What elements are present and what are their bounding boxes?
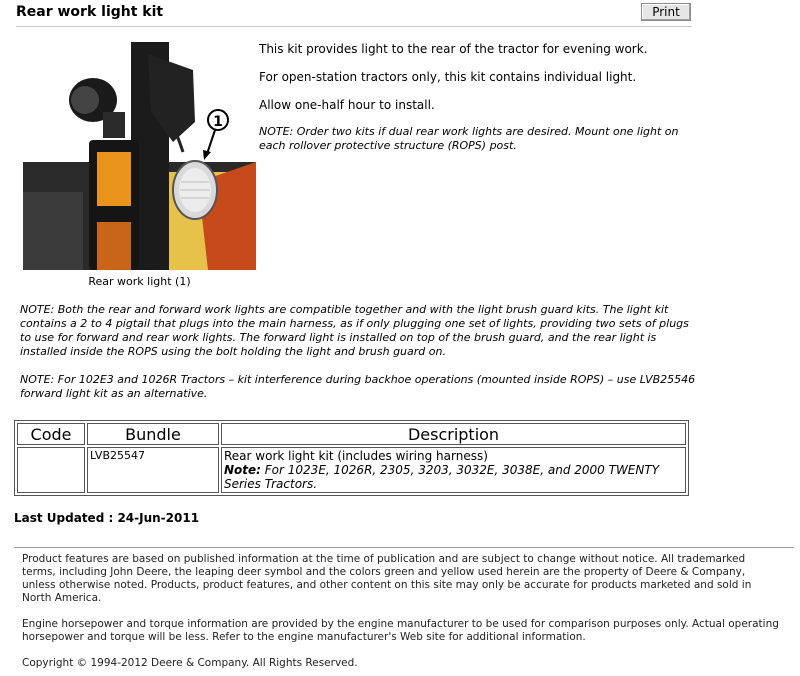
cell-bundle: LVB25547 [87, 447, 219, 493]
footer-divider [14, 547, 794, 548]
print-button[interactable]: Print [641, 3, 691, 21]
disclaimer-paragraph: Product features are based on published information at the time of publication and are subject to change without notice. All trademarked terms, including John Deere, the leaping deer symbol and the colors green and yellow used herein are the property of Deere & Company, unless otherwise noted. Products, product features, and other content on this site may only be accurate for products marketed and sold in North America. [22, 553, 752, 604]
header-divider [16, 26, 692, 27]
callout-number: 1 [213, 114, 223, 130]
intro-paragraph-1: This kit provides light to the rear of the tractor for evening work. [259, 42, 648, 56]
intro-paragraph-2: For open-station tractors only, this kit contains individual light. [259, 70, 637, 84]
description-text: Rear work light kit (includes wiring harness) [224, 449, 488, 463]
copyright-text: Copyright © 1994-2012 Deere & Company. All Rights Reserved. [22, 657, 358, 669]
bundle-table [14, 420, 689, 496]
table-header-row [17, 423, 686, 445]
cell-code [17, 447, 85, 493]
intro-paragraph-3: Allow one-half hour to install. [259, 98, 435, 112]
table-row [17, 447, 686, 493]
last-updated: Last Updated : 24-Jun-2011 [14, 511, 200, 525]
note-label: Note: [224, 463, 261, 477]
column-header-code: Code [17, 423, 85, 445]
cell-description [221, 447, 686, 493]
description-note [224, 463, 659, 491]
photo-caption: Rear work light (1) [88, 275, 191, 288]
interference-note: NOTE: For 102E3 and 1026R Tractors – kit interference during backhoe operations (mounted inside ROPS) – use LVB25546 forward light kit as an alternative. [20, 373, 696, 400]
horsepower-paragraph: Engine horsepower and torque information are provided by the engine manufacturer to be used for comparison purposes only. Actual operating horsepower and torque will be less. Refer to the engine manufacturer's Web site for additional information. [22, 618, 779, 643]
column-header-description: Description [221, 423, 686, 445]
rear-work-light-photo [23, 42, 256, 270]
page-title: Rear work light kit [16, 4, 164, 20]
note-text: For 1023E, 1026R, 2305, 3203, 3032E, 3038E, and 2000 TWENTY Series Tractors. [224, 463, 660, 491]
column-header-bundle: Bundle [87, 423, 219, 445]
intro-note: NOTE: Order two kits if dual rear work lights are desired. Mount one light on each rollover protective structure (ROPS) post. [259, 125, 679, 152]
compatibility-note: NOTE: Both the rear and forward work lights are compatible together and with the light brush guard kits. The light kit contains a 2 to 4 pigtail that plugs into the main harness, as if only plugging one set of lights, providing two sets of plugs to use for forward and rear work lights. The forward light is installed on top of the brush guard, and the rear light is installed inside the ROPS using the bolt holding the light and brush guard on. [20, 303, 689, 358]
